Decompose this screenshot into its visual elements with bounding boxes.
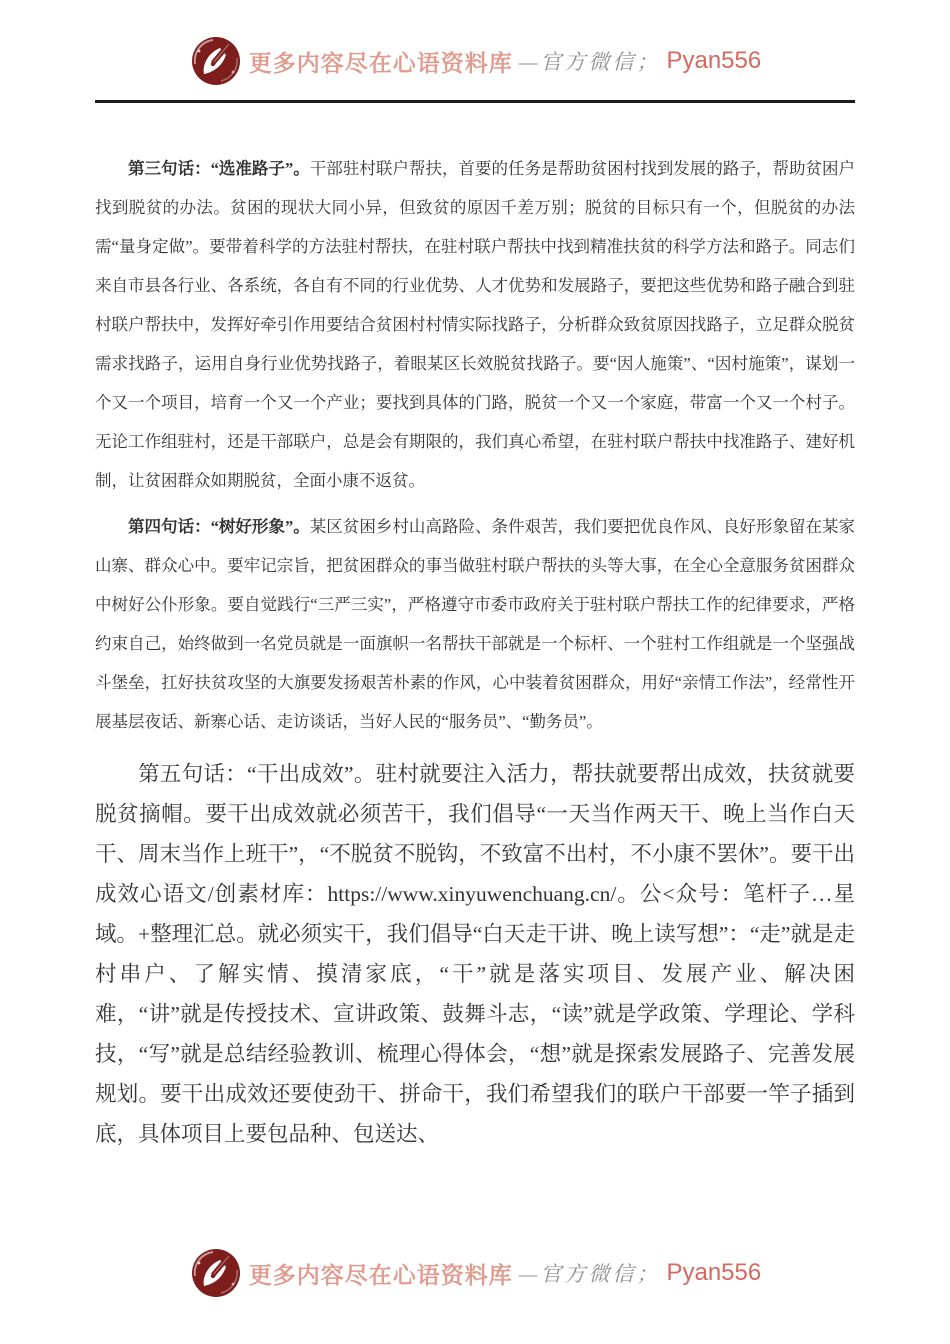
paragraph-text: 第五句话：“干出成效”。驻村就要注入活力，帮扶就要帮出成效，扶贫就要脱贫摘帽。要干出成效就必须苦干，我们倡导“一天当作两天干、晚上当作白天干、周末当作上班干”，“不脱贫不脱钩，不致富不出村，不小康不罢休”。要干出成效心语文/创素材库：https://www.xinyuwenchuang.cn/。公<众号：笔杆子…星域。+整理汇总。就必须实干，我们倡导“白天走干讲、晚上读写想”：“走”就是走村串户、了解实情、摸清家底，“干”就是落实项目、发展产业、解决困难，“讲”就是传授技术、宣讲政策、鼓舞斗志，“读”就是学政策、学理论、学科技，“写”就是总结经验教训、梳理心得体会，“想”就是探索发展路子、完善发展规划。要干出成效还要使劲干、拼命干，我们希望我们的联户干部要一竿子插到底，具体项目上要包品种、包送达、: [95, 762, 855, 1146]
paragraph-lead: 第四句话：“树好形象”。: [128, 517, 310, 536]
header-brand: [0, 0, 950, 88]
paragraph-third-sentence: [95, 149, 855, 500]
paragraph-fifth-sentence: [95, 754, 855, 1154]
paragraph-text: 某区贫困乡村山高路险、条件艰苦，我们要把优良作风、良好形象留在某家山寨、群众心中。要牢记宗旨，把贫困群众的事当做驻村联户帮扶的头等大事，在全心全意服务贫困群众中树好公仆形象。要自觉践行“三严三实”，严格遵守市委市政府关于驻村联户帮扶工作的纪律要求，严格约束自己，始终做到一名党员就是一面旗帜一名帮扶干部就是一个标杆、一个驻村工作组就是一个坚强战斗堡垒，扛好扶贫攻坚的大旗要发扬艰苦朴素的作风，心中装着贫困群众，用好“亲情工作法”，经常性开展基层夜话、新寨心话、走访谈话，当好人民的“服务员”、“勤务员”。: [95, 517, 856, 731]
brand-title: 更多内容尽在心语资料库: [248, 1262, 513, 1288]
brand-wechat-label: —官方微信；: [518, 1262, 661, 1286]
paragraph-fourth-sentence: [95, 507, 855, 741]
document-body: [0, 103, 950, 1154]
brand-wechat-id: Pyan556: [666, 1259, 762, 1286]
pen-nib-logo-icon: [189, 1246, 243, 1300]
paragraph-lead: 第三句话：“选准路子”。: [128, 159, 310, 178]
brand-title: 更多内容尽在心语资料库: [248, 50, 513, 76]
brand-wechat-label: —官方微信；: [518, 50, 661, 74]
pen-nib-logo-icon: [189, 34, 243, 88]
brand-wechat-id: Pyan556: [666, 47, 762, 74]
footer-brand: [0, 1246, 950, 1344]
paragraph-text: 干部驻村联户帮扶，首要的任务是帮助贫困村找到发展的路子，帮助贫困户找到脱贫的办法。贫困的现状大同小异，但致贫的原因千差万别；脱贫的目标只有一个，但脱贫的办法需“量身定做”。要带着科学的方法驻村帮扶，在驻村联户帮扶中找到精准扶贫的科学方法和路子。同志们来自市县各行业、各系统，各自有不同的行业优势、人才优势和发展路子，要把这些优势和路子融合到驻村联户帮扶中，发挥好牵引作用要结合贫困村村情实际找路子，分析群众致贫原因找路子，立足群众脱贫需求找路子，运用自身行业优势找路子，着眼某区长效脱贫找路子。要“因人施策”、“因村施策”，谋划一个又一个项目，培育一个又一个产业；要找到具体的门路，脱贫一个又一个家庭，带富一个又一个村子。无论工作组驻村，还是干部联户，总是会有期限的，我们真心希望，在驻村联户帮扶中找准路子、建好机制，让贫困群众如期脱贫，全面小康不返贫。: [95, 159, 856, 490]
